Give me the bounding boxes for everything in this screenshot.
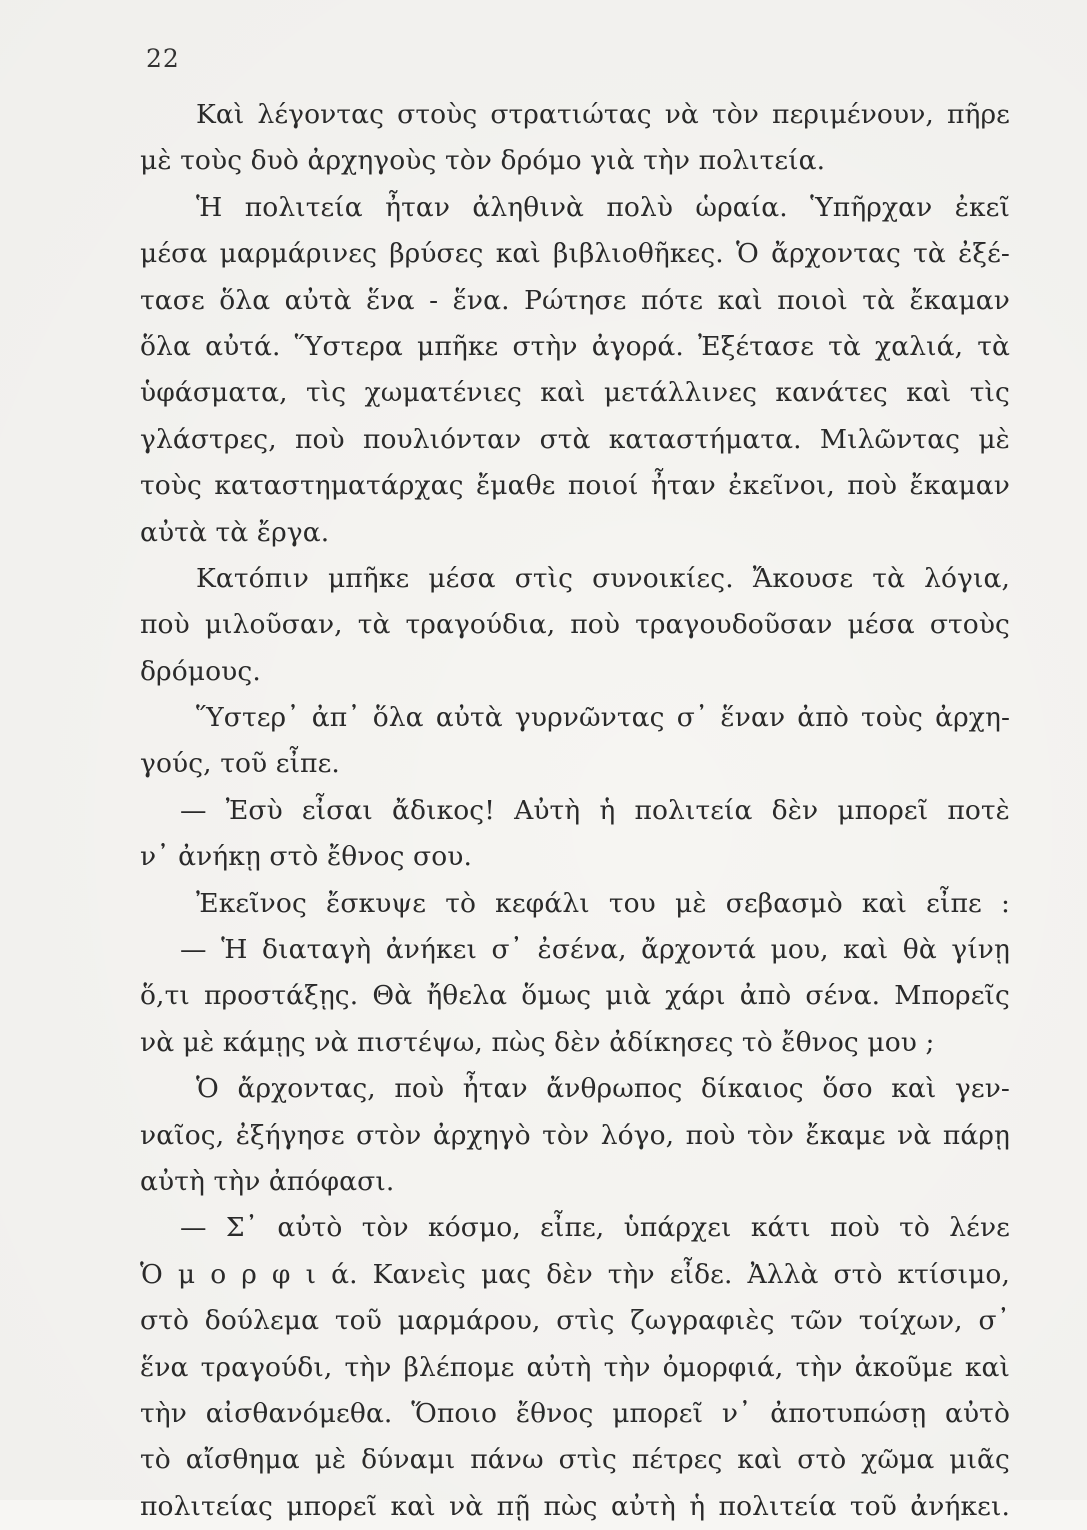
body-text (140, 92, 1010, 1530)
text-line: ποὺ μιλοῦσαν, τὰ τραγούδια, ποὺ τραγουδοῦσαν μέσα στοὺς (140, 609, 1010, 641)
text-line: ὑφάσματα, τὶς χωματένιες καὶ μετάλλινες κανάτες καὶ τὶς (140, 377, 1010, 409)
text-line: Ἐκεῖνος ἔσκυψε τὸ κεφάλι του μὲ σεβασμὸ καὶ εἶπε : (196, 887, 1010, 919)
text-line: — Ἡ διαταγὴ ἀνήκει σ᾽ ἐσένα, ἄρχοντά μου, καὶ θὰ γίνῃ (180, 934, 1010, 966)
text-line: γούς, τοῦ εἶπε. (140, 748, 340, 780)
text-line: Ὁ ἄρχοντας, ποὺ ἦταν ἄνθρωπος δίκαιος ὅσο καὶ γεν- (196, 1073, 1010, 1105)
text-line: αὐτὴ τὴν ἀπόφασι. (140, 1165, 395, 1197)
text-line: τασε ὅλα αὐτὰ ἕνα - ἕνα. Ρώτησε πότε καὶ ποιοὶ τὰ ἔκαμαν (140, 284, 1010, 316)
text-line: ὅλα αὐτά. Ὕστερα μπῆκε στὴν ἀγορά. Ἐξέτασε τὰ χαλιά, τὰ (140, 330, 1010, 362)
page-number: 22 (146, 44, 180, 73)
text-line: μέσα μαρμάρινες βρύσες καὶ βιβλιοθῆκες. Ὁ ἄρχοντας τὰ ἐξέ- (140, 238, 1010, 270)
text-line: Ὕστερ᾽ ἀπ᾽ ὅλα αὐτὰ γυρνῶντας σ᾽ ἕναν ἀπὸ τοὺς ἀρχη- (196, 702, 1010, 734)
text-line: αὐτὰ τὰ ἔργα. (140, 516, 330, 548)
text-line: μὲ τοὺς δυὸ ἀρχηγοὺς τὸν δρόμο γιὰ τὴν πολιτεία. (140, 145, 826, 177)
text-line: ὅ,τι προστάξῃς. Θὰ ἤθελα ὅμως μιὰ χάρι ἀπὸ σένα. Μπορεῖς (140, 980, 1010, 1012)
text-line: πολιτείας μπορεῖ καὶ νὰ πῇ πὼς αὐτὴ ἡ πολιτεία τοῦ ἀνήκει. (140, 1490, 1010, 1522)
text-line: — Σ᾽ αὐτὸ τὸν κόσμο, εἶπε, ὑπάρχει κάτι ποὺ τὸ λένε (180, 1212, 1010, 1244)
text-line: Κατόπιν μπῆκε μέσα στὶς συνοικίες. Ἄκουσε τὰ λόγια, (196, 562, 1010, 594)
text-line: τὴν αἰσθανόμεθα. Ὅποιο ἔθνος μπορεῖ ν᾽ ἀποτυπώσῃ αὐτὸ (140, 1397, 1010, 1429)
text-line: τοὺς καταστηματάρχας ἔμαθε ποιοί ἦταν ἐκεῖνοι, ποὺ ἔκαμαν (140, 470, 1010, 502)
text-line: Ὁ μ ο ρ φ ι ά. Κανεὶς μας δὲν τὴν εἶδε. Ἀλλὰ στὸ κτίσιμο, (140, 1258, 1010, 1290)
text-line: τὸ αἴσθημα μὲ δύναμι πάνω στὶς πέτρες καὶ στὸ χῶμα μιᾶς (140, 1444, 1010, 1476)
text-line: ν᾽ ἀνήκῃ στὸ ἔθνος σου. (140, 841, 473, 873)
text-line: ναῖος, ἐξήγησε στὸν ἀρχηγὸ τὸν λόγο, ποὺ τὸν ἔκαμε νὰ πάρῃ (140, 1119, 1010, 1151)
text-line: ἕνα τραγούδι, τὴν βλέπομε αὐτὴ τὴν ὀμορφιά, τὴν ἀκοῦμε καὶ (140, 1351, 1010, 1383)
text-line: — Ἐσὺ εἶσαι ἄδικος! Αὐτὴ ἡ πολιτεία δὲν μπορεῖ ποτὲ (180, 794, 1010, 826)
text-line: δρόμους. (140, 655, 261, 687)
text-line: Ἡ πολιτεία ἦταν ἀληθινὰ πολὺ ὡραία. Ὑπῆρχαν ἐκεῖ (196, 191, 1010, 223)
text-line: γλάστρες, ποὺ πουλιόνταν στὰ καταστήματα. Μιλῶντας μὲ (140, 423, 1010, 455)
text-line: στὸ δούλεμα τοῦ μαρμάρου, στὶς ζωγραφιὲς τῶν τοίχων, σ᾽ (140, 1305, 1010, 1337)
text-line: Καὶ λέγοντας στοὺς στρατιώτας νὰ τὸν περιμένουν, πῆρε (196, 99, 1010, 130)
text-line: νὰ μὲ κάμῃς νὰ πιστέψω, πὼς δὲν ἀδίκησες τὸ ἔθνος μου ; (140, 1026, 935, 1058)
